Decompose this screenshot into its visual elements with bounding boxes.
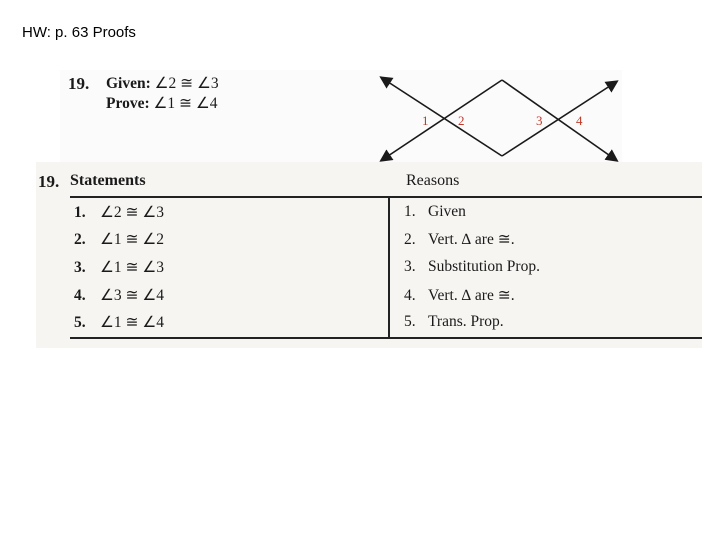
angle-label-2: 2 <box>458 113 465 128</box>
statement-number: 3. <box>74 259 86 276</box>
angle-diagram <box>376 70 622 170</box>
reason-text: Vert. ∆ are ≅. <box>428 231 515 248</box>
statement-row <box>74 230 164 249</box>
proof-table <box>36 162 702 348</box>
statement-row <box>74 313 164 332</box>
given-line <box>106 74 219 93</box>
given-label: Given: <box>106 75 151 92</box>
statement-text: ∠1 ≅ ∠4 <box>100 314 165 331</box>
proof-number: 19. <box>38 172 60 191</box>
reason-number: 5. <box>404 313 416 330</box>
reason-text: Substitution Prop. <box>428 258 540 275</box>
given-text: ∠2 ≅ ∠3 <box>154 75 219 92</box>
reasons-header: Reasons <box>406 172 460 189</box>
statement-text: ∠1 ≅ ∠2 <box>100 231 165 248</box>
statement-row <box>74 286 164 305</box>
angle-label-1: 1 <box>422 113 429 128</box>
ray-lower-left <box>382 80 502 160</box>
ray-upper-right <box>502 82 616 156</box>
statement-text: ∠1 ≅ ∠3 <box>100 259 165 276</box>
problem-statement <box>60 70 622 170</box>
ray-lower-right <box>502 80 616 160</box>
statement-number: 4. <box>74 287 86 304</box>
ray-upper-left <box>382 78 502 156</box>
statement-text: ∠3 ≅ ∠4 <box>100 287 165 304</box>
bottom-divider <box>70 337 702 339</box>
reason-text: Trans. Prop. <box>428 313 504 330</box>
reason-row <box>404 258 540 276</box>
problem-number: 19. <box>68 74 90 93</box>
statement-row <box>74 203 164 222</box>
reason-row <box>404 286 515 305</box>
statement-number: 1. <box>74 204 86 221</box>
reason-row <box>404 203 466 221</box>
angle-label-3: 3 <box>536 113 543 128</box>
statement-row <box>74 258 164 277</box>
reason-number: 1. <box>404 203 416 220</box>
prove-line <box>106 94 218 113</box>
reason-text: Given <box>428 203 466 220</box>
reason-row <box>404 230 515 249</box>
reason-text: Vert. ∆ are ≅. <box>428 287 515 304</box>
prove-label: Prove: <box>106 95 150 112</box>
header-divider <box>70 196 702 198</box>
statement-number: 5. <box>74 314 86 331</box>
reason-number: 4. <box>404 287 416 304</box>
reason-number: 3. <box>404 258 416 275</box>
statement-text: ∠2 ≅ ∠3 <box>100 204 165 221</box>
column-divider <box>388 197 390 337</box>
prove-text: ∠1 ≅ ∠4 <box>153 95 218 112</box>
statements-header: Statements <box>70 172 146 189</box>
angle-label-4: 4 <box>576 113 583 128</box>
reason-number: 2. <box>404 231 416 248</box>
statement-number: 2. <box>74 231 86 248</box>
slide-title: HW: p. 63 Proofs <box>22 24 136 41</box>
reason-row <box>404 313 504 331</box>
